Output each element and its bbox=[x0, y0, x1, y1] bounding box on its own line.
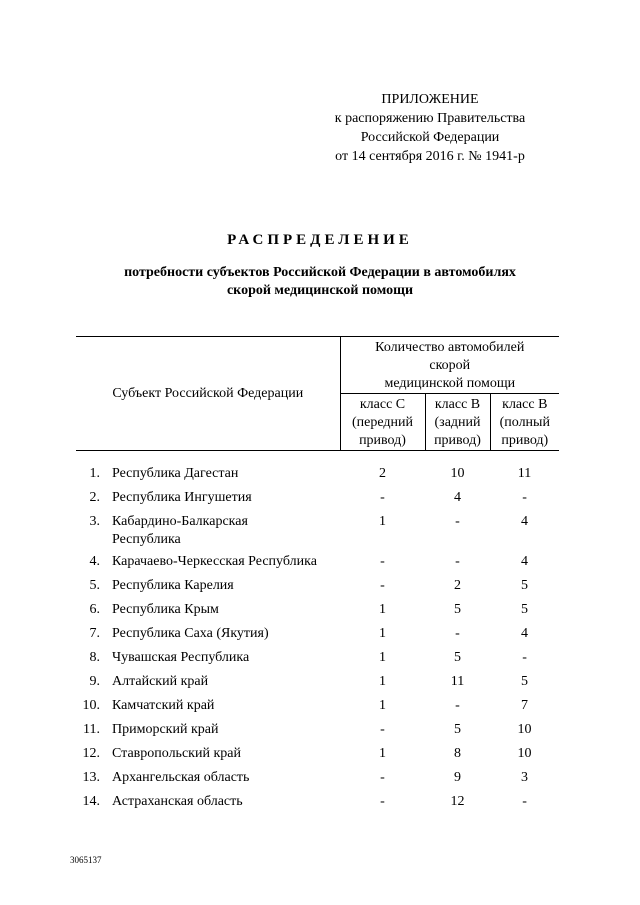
row-subject: Республика Саха (Якутия) bbox=[112, 626, 269, 641]
row-class-b-rear: 8 bbox=[454, 746, 462, 761]
subtitle-line-2: скорой медицинской помощи bbox=[226, 283, 414, 298]
header-quantity-line-1: Количество автомобилей bbox=[375, 340, 525, 355]
row-class-c: 1 bbox=[379, 626, 387, 641]
row-number: 14. bbox=[82, 794, 100, 809]
header-class-b-rear-line-3: привод) bbox=[434, 433, 481, 448]
row-number: 4. bbox=[89, 554, 100, 569]
row-class-b-full: 5 bbox=[521, 578, 529, 593]
table-row bbox=[76, 451, 559, 490]
row-class-b-rear: - bbox=[455, 626, 460, 641]
row-class-b-full: - bbox=[522, 490, 527, 505]
document-number: 3065137 bbox=[70, 855, 102, 865]
table-row bbox=[76, 513, 559, 553]
annex-line-order: к распоряжению Правительства bbox=[334, 111, 526, 126]
row-class-b-full: 5 bbox=[521, 602, 529, 617]
document-subtitle bbox=[70, 264, 570, 300]
header-class-c bbox=[340, 394, 425, 451]
row-class-b-rear: 5 bbox=[454, 602, 462, 617]
row-subject: Ставропольский край bbox=[112, 746, 241, 761]
row-number: 13. bbox=[82, 770, 100, 785]
table-row bbox=[76, 489, 559, 513]
row-class-c: - bbox=[380, 554, 385, 569]
annex-line-date: от 14 сентября 2016 г. № 1941-р bbox=[335, 149, 525, 164]
row-subject: Камчатский край bbox=[112, 698, 215, 713]
header-class-b-full-line-1: класс В bbox=[502, 397, 548, 412]
row-number: 6. bbox=[89, 602, 100, 617]
row-class-b-rear: 5 bbox=[454, 722, 462, 737]
annex-line-federation: Российской Федерации bbox=[360, 130, 500, 145]
table-row bbox=[76, 745, 559, 769]
row-number: 7. bbox=[89, 626, 100, 641]
row-class-b-rear: 12 bbox=[450, 794, 465, 809]
row-class-c: 1 bbox=[379, 746, 387, 761]
row-number: 2. bbox=[89, 490, 100, 505]
table-row bbox=[76, 601, 559, 625]
row-class-b-full: - bbox=[522, 794, 527, 809]
row-subject: Карачаево-Черкесская Республика bbox=[112, 554, 317, 569]
row-class-b-full: 10 bbox=[517, 746, 532, 761]
row-class-c: 1 bbox=[379, 698, 387, 713]
document-title: РАСПРЕДЕЛЕНИЕ bbox=[227, 232, 413, 248]
annex-block bbox=[300, 90, 560, 166]
row-class-b-rear: 10 bbox=[450, 466, 465, 481]
row-class-b-full: 10 bbox=[517, 722, 532, 737]
row-subject: Республика Ингушетия bbox=[112, 490, 252, 505]
header-class-b-full-line-2: (полный bbox=[499, 415, 550, 430]
row-number: 10. bbox=[82, 698, 100, 713]
table-header bbox=[76, 337, 559, 451]
row-subject-line-1: Кабардино-Балкарская bbox=[112, 514, 248, 529]
distribution-table bbox=[76, 336, 559, 817]
table-row bbox=[76, 625, 559, 649]
row-class-c: - bbox=[380, 578, 385, 593]
row-number: 1. bbox=[89, 466, 100, 481]
header-class-c-line-3: привод) bbox=[359, 433, 406, 448]
row-class-c: - bbox=[380, 770, 385, 785]
row-class-c: 2 bbox=[379, 466, 387, 481]
row-class-b-full: 7 bbox=[521, 698, 529, 713]
row-subject: Алтайский край bbox=[112, 674, 209, 689]
row-class-c: - bbox=[380, 490, 385, 505]
annex-heading: ПРИЛОЖЕНИЕ bbox=[381, 92, 479, 107]
table-row bbox=[76, 769, 559, 793]
subtitle-line-1: потребности субъектов Российской Федерации в автомобилях bbox=[124, 265, 516, 280]
row-subject: Приморский край bbox=[112, 722, 219, 737]
row-class-b-full: 3 bbox=[521, 770, 529, 785]
row-class-b-full: 5 bbox=[521, 674, 529, 689]
row-subject: Архангельская область bbox=[112, 770, 250, 785]
row-subject: Республика Дагестан bbox=[112, 466, 239, 481]
table-row bbox=[76, 649, 559, 673]
row-class-b-full: - bbox=[522, 650, 527, 665]
row-subject: Астраханская область bbox=[112, 794, 243, 809]
row-number: 3. bbox=[89, 514, 100, 529]
header-class-b-full bbox=[490, 394, 559, 451]
row-number: 8. bbox=[89, 650, 100, 665]
row-class-b-full: 11 bbox=[517, 466, 532, 481]
row-number: 12. bbox=[82, 746, 100, 761]
header-class-b-rear-line-2: (задний bbox=[434, 415, 481, 430]
row-class-b-full: 4 bbox=[521, 554, 529, 569]
table-row bbox=[76, 697, 559, 721]
row-class-c: 1 bbox=[379, 514, 387, 529]
table-body bbox=[76, 451, 559, 818]
distribution-table-wrapper bbox=[76, 336, 559, 817]
row-subject: Республика Карелия bbox=[112, 578, 234, 593]
header-class-b-rear bbox=[425, 394, 490, 451]
row-class-b-full: 4 bbox=[521, 626, 529, 641]
row-class-c: 1 bbox=[379, 602, 387, 617]
row-class-b-rear: - bbox=[455, 514, 460, 529]
header-subject bbox=[76, 337, 340, 451]
row-class-b-rear: 2 bbox=[454, 578, 462, 593]
table-row bbox=[76, 721, 559, 745]
row-class-b-rear: 11 bbox=[450, 674, 465, 689]
row-class-b-rear: 5 bbox=[454, 650, 462, 665]
row-class-b-rear: - bbox=[455, 698, 460, 713]
header-quantity bbox=[340, 337, 559, 394]
table-row bbox=[76, 577, 559, 601]
row-class-b-rear: 4 bbox=[454, 490, 462, 505]
row-class-c: - bbox=[380, 794, 385, 809]
row-subject-line-2: Республика bbox=[112, 532, 181, 547]
header-quantity-line-3: медицинской помощи bbox=[384, 376, 516, 391]
row-number: 9. bbox=[89, 674, 100, 689]
header-class-b-full-line-3: привод) bbox=[501, 433, 549, 448]
row-number: 11. bbox=[83, 722, 100, 737]
row-class-c: - bbox=[380, 722, 385, 737]
row-class-b-rear: - bbox=[455, 554, 460, 569]
header-class-c-line-2: (передний bbox=[352, 415, 414, 430]
row-subject bbox=[112, 513, 340, 553]
row-subject: Республика Крым bbox=[112, 602, 219, 617]
header-class-c-line-1: класс С bbox=[359, 397, 406, 412]
row-class-c: 1 bbox=[379, 650, 387, 665]
row-number: 5. bbox=[89, 578, 100, 593]
row-class-b-rear: 9 bbox=[454, 770, 462, 785]
row-subject: Чувашская Республика bbox=[112, 650, 250, 665]
row-class-c: 1 bbox=[379, 674, 387, 689]
header-class-b-rear-line-1: класс В bbox=[434, 397, 481, 412]
header-quantity-line-2: скорой bbox=[429, 358, 471, 373]
row-class-b-full: 4 bbox=[521, 514, 529, 529]
table-row bbox=[76, 673, 559, 697]
table-row bbox=[76, 553, 559, 577]
table-row bbox=[76, 793, 559, 817]
header-subject-label: Субъект Российской Федерации bbox=[112, 385, 304, 401]
